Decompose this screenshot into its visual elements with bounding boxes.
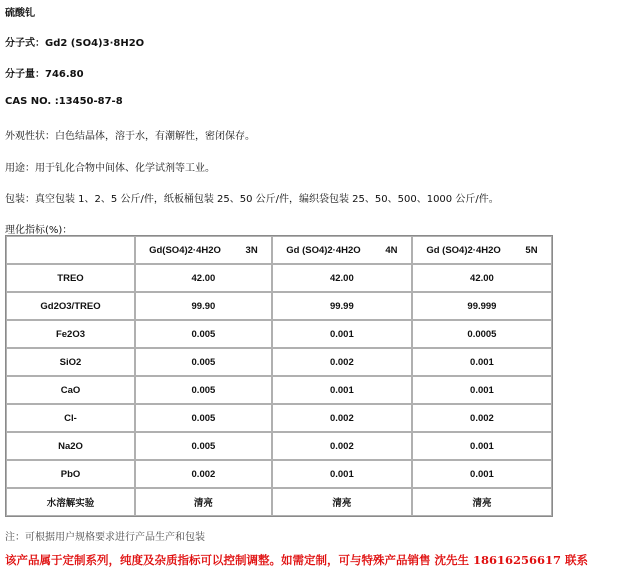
table-cell: 99.90 (135, 292, 272, 320)
spec-table (5, 235, 553, 517)
table-cell: 42.00 (412, 264, 552, 292)
table-row (6, 376, 552, 404)
table-cell: 0.001 (412, 432, 552, 460)
table-cell: 0.001 (412, 376, 552, 404)
header-empty-cell (6, 236, 135, 264)
table-cell: 清亮 (135, 488, 272, 516)
table-cell: 0.002 (135, 460, 272, 488)
table-row (6, 404, 552, 432)
footnote: 注：可根据用户规格要求进行产品生产和包装 (5, 532, 205, 543)
header-grade: 3N (245, 244, 258, 256)
header-grade: 4N (385, 244, 398, 256)
table-cell: 0.001 (272, 460, 412, 488)
row-label: Gd2O3/TREO (6, 292, 135, 320)
table-cell: 0.002 (272, 404, 412, 432)
row-label: SiO2 (6, 348, 135, 376)
table-cell: 99.999 (412, 292, 552, 320)
packaging: 包装：真空包装 1、2、5 公斤/件，纸板桶包装 25、50 公斤/件，编织袋包装 25、50、500、1000 公斤/件。 (5, 194, 499, 205)
header-cell-3n (135, 236, 272, 264)
row-label: 水溶解实验 (6, 488, 135, 516)
table-cell: 0.0005 (412, 320, 552, 348)
usage: 用途：用于钆化合物中间体、化学试剂等工业。 (5, 163, 215, 174)
appearance: 外观性状：白色结晶体，溶于水，有潮解性，密闭保存。 (5, 131, 255, 142)
table-row (6, 348, 552, 376)
table-row (6, 264, 552, 292)
table-cell: 0.005 (135, 376, 272, 404)
table-cell: 0.005 (135, 348, 272, 376)
header-formula: Gd(SO4)2·4H2O (149, 244, 221, 256)
header-cell-5n (412, 236, 552, 264)
table-cell: 0.001 (272, 320, 412, 348)
table-cell: 0.001 (412, 460, 552, 488)
header-formula: Gd (SO4)2·4H2O (426, 244, 501, 256)
row-label: Cl- (6, 404, 135, 432)
table-cell: 0.005 (135, 320, 272, 348)
table-cell: 0.005 (135, 404, 272, 432)
row-label: TREO (6, 264, 135, 292)
row-label: PbO (6, 460, 135, 488)
table-cell: 0.002 (272, 432, 412, 460)
molecular-formula: 分子式：Gd2 (SO4)3·8H2O (5, 38, 145, 49)
table-cell: 42.00 (135, 264, 272, 292)
table-cell: 0.002 (412, 404, 552, 432)
table-cell: 0.005 (135, 432, 272, 460)
header-grade: 5N (525, 244, 538, 256)
table-row (6, 292, 552, 320)
table-cell: 42.00 (272, 264, 412, 292)
row-label: Na2O (6, 432, 135, 460)
table-cell: 清亮 (412, 488, 552, 516)
table-row (6, 488, 552, 516)
custom-order-notice: 该产品属于定制系列，纯度及杂质指标可以控制调整。如需定制，可与特殊产品销售 沈先生 18616256617 联系 (5, 553, 589, 567)
table-cell: 0.002 (272, 348, 412, 376)
table-row (6, 460, 552, 488)
header-formula: Gd (SO4)2·4H2O (286, 244, 361, 256)
table-cell: 0.001 (412, 348, 552, 376)
row-label: CaO (6, 376, 135, 404)
header-cell-4n (272, 236, 412, 264)
spec-title: 理化指标(%)： (5, 225, 73, 236)
table-row (6, 320, 552, 348)
table-cell: 99.99 (272, 292, 412, 320)
row-label: Fe2O3 (6, 320, 135, 348)
product-title: 硫酸钆 (5, 8, 35, 19)
table-header-row (6, 236, 552, 264)
cas-number: CAS NO. :13450-87-8 (5, 96, 123, 107)
table-cell: 0.001 (272, 376, 412, 404)
molecular-weight: 分子量：746.80 (5, 69, 84, 80)
table-row (6, 432, 552, 460)
table-cell: 清亮 (272, 488, 412, 516)
